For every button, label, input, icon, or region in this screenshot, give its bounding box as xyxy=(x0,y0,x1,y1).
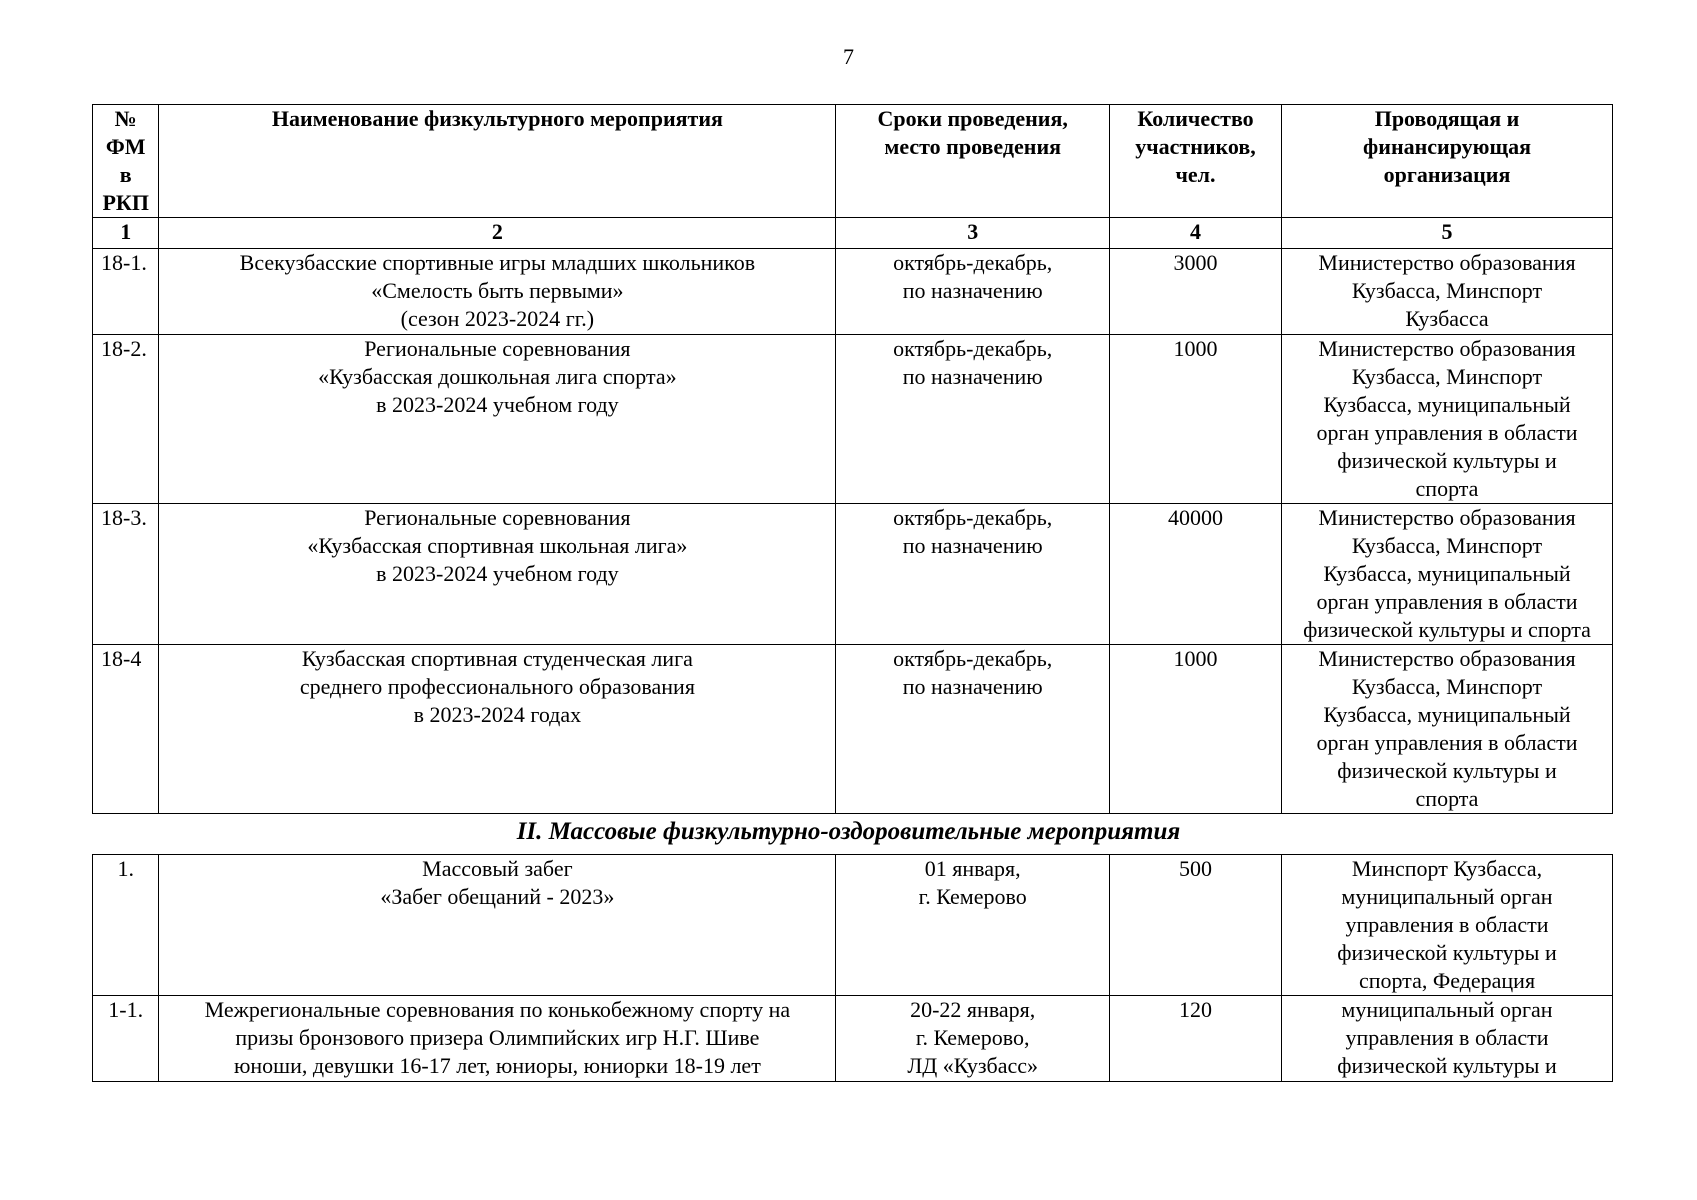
cell-org-line: спорта xyxy=(1415,786,1479,811)
cell-org-line: орган управления в области xyxy=(1316,730,1578,755)
cell-org-line: Министерство образования xyxy=(1318,505,1576,530)
cell-org-line: Кузбасса, муниципальный xyxy=(1323,392,1571,417)
cell-name xyxy=(159,855,836,996)
cell-name xyxy=(159,645,836,814)
cell-org-line: Министерство образования xyxy=(1318,336,1576,361)
cell-org-line: Министерство образования xyxy=(1318,250,1576,275)
cell-dates-line: октябрь-декабрь, xyxy=(893,250,1053,275)
cell-dates-line: г. Кемерово xyxy=(918,884,1027,909)
cell-org xyxy=(1282,855,1613,996)
cell-count: 1000 xyxy=(1110,645,1282,814)
cell-dates xyxy=(836,335,1110,504)
column-numbers-row xyxy=(93,218,1613,249)
cell-name-line: «Забег обещаний - 2023» xyxy=(380,884,615,909)
cell-name xyxy=(159,504,836,645)
cell-dates-line: по назначению xyxy=(902,533,1043,558)
cell-name-line: Кузбасская спортивная студенческая лига xyxy=(301,646,693,671)
cell-code: 18-1. xyxy=(93,249,159,335)
cell-org-line: Кузбасса, Минспорт xyxy=(1351,533,1543,558)
cell-org-line: Кузбасса xyxy=(1405,306,1489,331)
cell-org-line: физической культуры и xyxy=(1337,940,1557,965)
cell-name-line: в 2023-2024 учебном году xyxy=(376,392,619,417)
cell-org-line: Минспорт Кузбасса, xyxy=(1351,856,1543,881)
cell-org-line: физической культуры и спорта xyxy=(1303,617,1591,642)
cell-name-line: Всекузбасские спортивные игры младших школьников xyxy=(239,250,756,275)
cell-org-line: спорта xyxy=(1415,476,1479,501)
cell-name xyxy=(159,996,836,1082)
cell-name-line: в 2023-2024 учебном году xyxy=(376,561,619,586)
cell-count: 500 xyxy=(1110,855,1282,996)
cell-name-line: призы бронзового призера Олимпийских игр Н.Г. Шиве xyxy=(235,1025,760,1050)
cell-org-line: муниципальный орган xyxy=(1341,997,1553,1022)
cell-org-line: управления в области xyxy=(1345,912,1549,937)
cell-name-line: Межрегиональные соревнования по конькобежному спорту на xyxy=(204,997,791,1022)
cell-org xyxy=(1282,249,1613,335)
cell-org xyxy=(1282,504,1613,645)
column-number: 3 xyxy=(836,218,1110,249)
cell-name-line: Региональные соревнования xyxy=(364,336,631,361)
table-body xyxy=(93,249,1613,814)
cell-org-line: Кузбасса, муниципальный xyxy=(1323,702,1571,727)
cell-dates-line: ЛД «Кузбасс» xyxy=(907,1053,1038,1078)
header-dates: Сроки проведения, место проведения xyxy=(836,105,1110,218)
cell-code: 18-4 xyxy=(93,645,159,814)
cell-org-line: Министерство образования xyxy=(1318,646,1576,671)
table-header xyxy=(93,105,1613,249)
cell-org-line: физической культуры и xyxy=(1337,1053,1557,1078)
cell-org xyxy=(1282,645,1613,814)
cell-code: 1-1. xyxy=(93,996,159,1082)
cell-name-line: в 2023-2024 годах xyxy=(413,702,582,727)
cell-org-line: спорта, Федерация xyxy=(1358,968,1536,993)
table-row xyxy=(93,249,1613,335)
cell-count: 120 xyxy=(1110,996,1282,1082)
cell-org-line: орган управления в области xyxy=(1316,589,1578,614)
cell-dates-line: октябрь-декабрь, xyxy=(893,336,1053,361)
cell-dates-line: по назначению xyxy=(902,278,1043,303)
header-org: Проводящая и финансирующая организация xyxy=(1282,105,1613,218)
cell-name-line: Массовый забег xyxy=(422,856,573,881)
cell-code: 1. xyxy=(93,855,159,996)
cell-name-line: среднего профессионального образования xyxy=(299,674,695,699)
cell-dates-line: 01 января, xyxy=(924,856,1021,881)
cell-dates-line: 20-22 января, xyxy=(910,997,1036,1022)
cell-name xyxy=(159,249,836,335)
cell-dates xyxy=(836,504,1110,645)
cell-name-line: юноши, девушки 16-17 лет, юниоры, юниорки 18-19 лет xyxy=(233,1053,761,1078)
cell-dates-line: по назначению xyxy=(902,674,1043,699)
cell-code: 18-3. xyxy=(93,504,159,645)
cell-dates-line: октябрь-декабрь, xyxy=(893,646,1053,671)
table-row xyxy=(93,855,1613,996)
column-number: 5 xyxy=(1282,218,1613,249)
cell-dates xyxy=(836,645,1110,814)
table-row xyxy=(93,996,1613,1082)
header-name: Наименование физкультурного мероприятия xyxy=(159,105,836,218)
cell-count: 40000 xyxy=(1110,504,1282,645)
cell-dates xyxy=(836,855,1110,996)
column-number: 4 xyxy=(1110,218,1282,249)
section-table-body xyxy=(93,855,1613,1082)
cell-dates xyxy=(836,249,1110,335)
column-number: 2 xyxy=(159,218,836,249)
cell-org xyxy=(1282,996,1613,1082)
cell-dates-line: октябрь-декабрь, xyxy=(893,505,1053,530)
cell-name-line: (сезон 2023-2024 гг.) xyxy=(400,306,595,331)
section-title: II. Массовые физкультурно-оздоровительные мероприятия xyxy=(516,818,1181,845)
cell-dates xyxy=(836,996,1110,1082)
table-row xyxy=(93,335,1613,504)
cell-dates-line: по назначению xyxy=(902,364,1043,389)
table-row xyxy=(93,645,1613,814)
cell-dates-line: г. Кемерово, xyxy=(915,1025,1030,1050)
table-row xyxy=(93,504,1613,645)
cell-org-line: Кузбасса, Минспорт xyxy=(1351,364,1543,389)
column-number: 1 xyxy=(93,218,159,249)
header-code: № ФМ в РКП xyxy=(93,105,159,218)
header-count: Количество участников, чел. xyxy=(1110,105,1282,218)
cell-name xyxy=(159,335,836,504)
cell-name-line: «Смелость быть первыми» xyxy=(371,278,624,303)
section-table xyxy=(92,854,1613,1082)
cell-count: 1000 xyxy=(1110,335,1282,504)
cell-name-line: Региональные соревнования xyxy=(364,505,631,530)
cell-org-line: орган управления в области xyxy=(1316,420,1578,445)
events-table xyxy=(92,104,1613,814)
cell-org-line: физической культуры и xyxy=(1337,448,1557,473)
cell-org-line: управления в области xyxy=(1345,1025,1549,1050)
page-number: 7 xyxy=(843,44,854,69)
cell-org xyxy=(1282,335,1613,504)
cell-name-line: «Кузбасская дошкольная лига спорта» xyxy=(318,364,677,389)
cell-count: 3000 xyxy=(1110,249,1282,335)
cell-org-line: Кузбасса, Минспорт xyxy=(1351,674,1543,699)
cell-org-line: Кузбасса, муниципальный xyxy=(1323,561,1571,586)
cell-org-line: Кузбасса, Минспорт xyxy=(1351,278,1543,303)
cell-org-line: физической культуры и xyxy=(1337,758,1557,783)
cell-code: 18-2. xyxy=(93,335,159,504)
cell-org-line: муниципальный орган xyxy=(1341,884,1553,909)
cell-name-line: «Кузбасская спортивная школьная лига» xyxy=(307,533,688,558)
